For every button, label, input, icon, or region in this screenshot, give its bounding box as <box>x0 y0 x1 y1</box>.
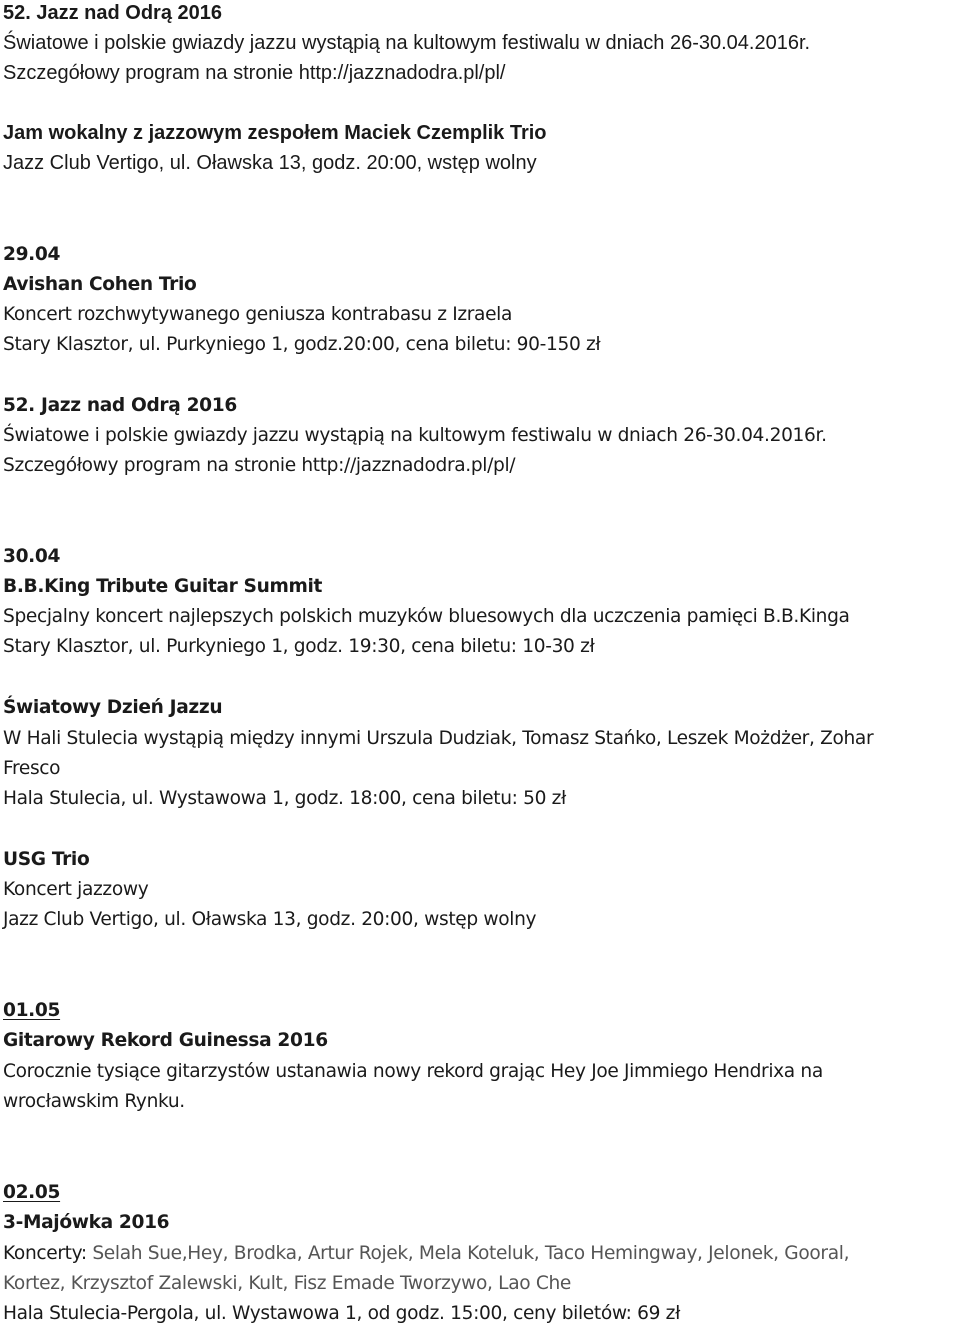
event-description: Koncert rozchwytywanego geniusza kontrabasu z Izraela <box>3 304 513 325</box>
festival-description: Światowe i polskie gwiazdy jazzu wystąpią na kultowym festiwalu w dniach 26-30.04.2016r. <box>3 32 811 54</box>
jam-venue: Jazz Club Vertigo, ul. Oławska 13, godz. 20:00, wstęp wolny <box>3 152 537 174</box>
event-title: Avishan Cohen Trio <box>3 274 197 295</box>
event-description: Specjalny koncert najlepszych polskich muzyków bluesowych dla uczczenia pamięci B.B.Kinga <box>3 606 850 627</box>
festival-title: 52. Jazz nad Odrą 2016 <box>3 2 223 24</box>
artists-line1 <box>3 1239 849 1269</box>
artists-label: Koncerty: <box>3 1243 87 1264</box>
event-description: Koncert jazzowy <box>3 879 149 900</box>
event-program-link: Szczegółowy program na stronie http://jazznadodra.pl/pl/ <box>3 455 516 476</box>
artists-line2: Kortez, Krzysztof Zalewski, Kult, Fisz Emade Tworzywo, Lao Che <box>3 1273 571 1294</box>
event-description-line1: Corocznie tysiące gitarzystów ustanawia nowy rekord grając Hey Joe Jimmiego Hendrixa na <box>3 1061 823 1082</box>
event-venue: Stary Klasztor, ul. Purkyniego 1, godz. 19:30, cena biletu: 10-30 zł <box>3 636 595 657</box>
event-description-line1: W Hali Stulecia wystąpią między innymi Urszula Dudziak, Tomasz Stańko, Leszek Możdżer, Zohar <box>3 728 874 749</box>
event-venue: Jazz Club Vertigo, ul. Oławska 13, godz. 20:00, wstęp wolny <box>3 909 537 930</box>
date-30-04: 30.04 <box>3 546 61 567</box>
event-venue: Hala Stulecia, ul. Wystawowa 1, godz. 18:00, cena biletu: 50 zł <box>3 788 566 809</box>
event-title: 52. Jazz nad Odrą 2016 <box>3 395 237 416</box>
event-description-line2: Fresco <box>3 758 61 779</box>
event-title: 3-Majówka 2016 <box>3 1212 170 1233</box>
event-title: USG Trio <box>3 849 90 870</box>
date-02-05: 02.05 <box>3 1182 61 1203</box>
event-title: Gitarowy Rekord Guinessa 2016 <box>3 1030 328 1051</box>
event-title: Światowy Dzień Jazzu <box>3 697 223 718</box>
event-title: B.B.King Tribute Guitar Summit <box>3 576 323 597</box>
date-01-05: 01.05 <box>3 1000 61 1021</box>
artists-list: Selah Sue,Hey, Brodka, Artur Rojek, Mela Koteluk, Taco Hemingway, Jelonek, Gooral, <box>86 1243 850 1264</box>
event-description: Światowe i polskie gwiazdy jazzu wystąpią na kultowym festiwalu w dniach 26-30.04.2016r. <box>3 425 827 446</box>
event-venue: Hala Stulecia-Pergola, ul. Wystawowa 1, od godz. 15:00, ceny biletów: 69 zł <box>3 1303 681 1324</box>
festival-program-link: Szczegółowy program na stronie http://jazznadodra.pl/pl/ <box>3 62 506 84</box>
event-description-line2: wrocławskim Rynku. <box>3 1091 185 1112</box>
date-29-04: 29.04 <box>3 244 61 265</box>
event-venue: Stary Klasztor, ul. Purkyniego 1, godz.20:00, cena biletu: 90-150 zł <box>3 334 601 355</box>
jam-title: Jam wokalny z jazzowym zespołem Maciek Czemplik Trio <box>3 122 547 144</box>
